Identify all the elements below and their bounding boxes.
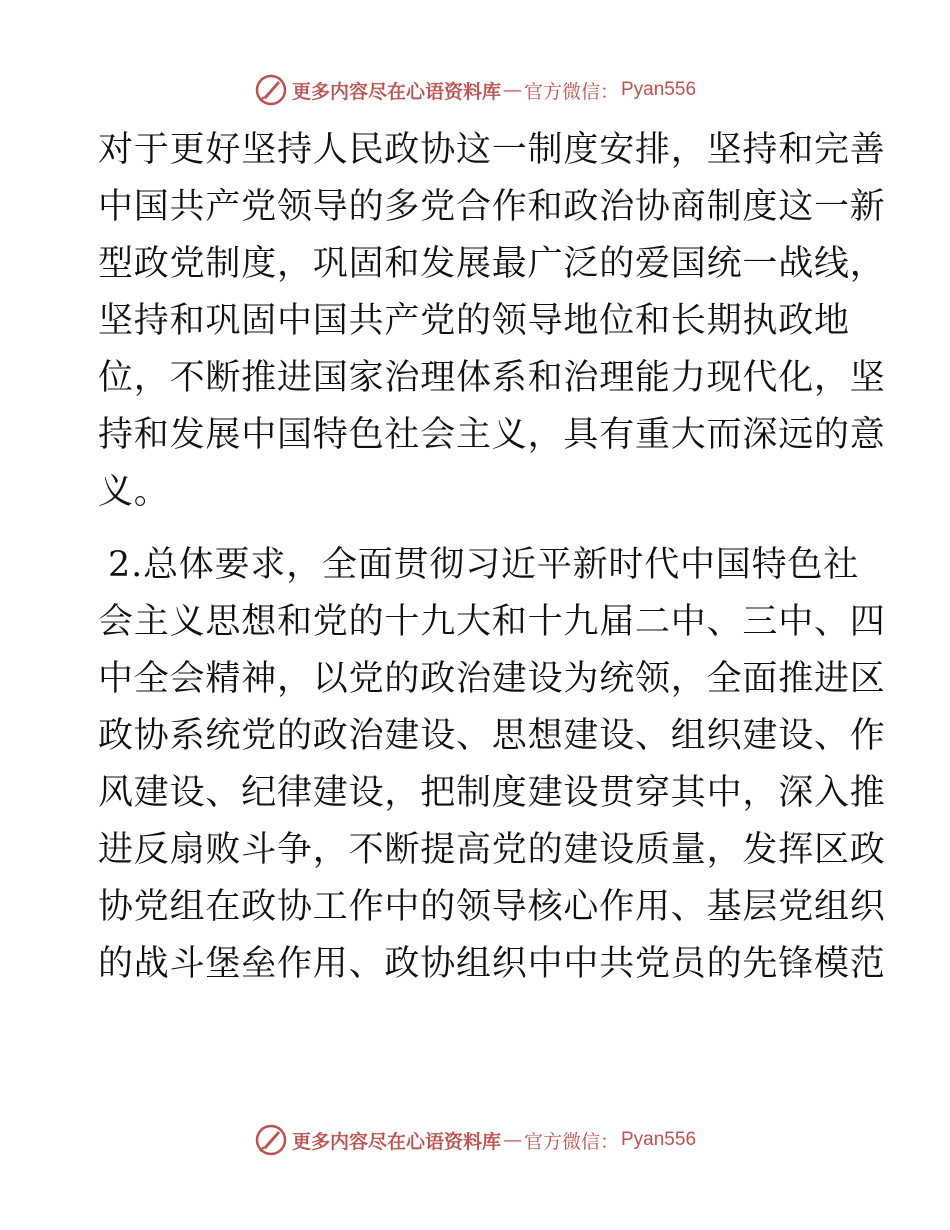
paragraph-spacer	[98, 521, 854, 537]
quill-logo-icon	[254, 73, 288, 107]
text-line: 进反扇败斗争，不断提高党的建设质量，发挥区政	[98, 830, 886, 870]
text-line: 持和发展中国特色社会主义，具有重大而深远的意	[98, 415, 886, 455]
text-line: 协党组在政协工作中的领导核心作用、基层党组织	[98, 887, 886, 927]
header-watermark	[0, 70, 950, 110]
text-line: 会主义思想和党的十九大和十九届二中、三中、四	[98, 602, 886, 642]
text-line: 中全会精神，以党的政治建设为统领，全面推进区	[98, 659, 886, 699]
text-line: 风建设、纪律建设，把制度建设贯穿其中，深入推	[98, 773, 886, 813]
text-line: 的战斗堡垒作用、政协组织中中共党员的先锋模范	[98, 944, 886, 984]
text-line: 对于更好坚持人民政协这一制度安排，坚持和完善	[98, 130, 886, 170]
text-line: 型政党制度，巩固和发展最广泛的爱国统一战线，	[98, 244, 886, 284]
text-line: 位，不断推进国家治理体系和治理能力现代化，坚	[98, 358, 886, 398]
watermark-main-text: 更多内容尽在心语资料库	[291, 1130, 501, 1153]
text-line: 政协系统党的政治建设、思想建设、组织建设、作	[98, 716, 886, 756]
text-line: 中国共产党领导的多党合作和政治协商制度这一新	[98, 187, 886, 227]
watermark-wechat-id: Pyan556	[621, 1129, 697, 1150]
paragraph-1	[98, 122, 886, 521]
text-line: 义。	[98, 472, 170, 512]
quill-logo-icon	[254, 1123, 288, 1157]
watermark-separator: —	[502, 1129, 522, 1151]
document-body	[98, 122, 886, 993]
text-line: 2.总体要求，全面贯彻习近平新时代中国特色社	[108, 545, 859, 585]
watermark-main-text: 更多内容尽在心语资料库	[291, 80, 501, 103]
watermark-label: 官方微信：	[523, 80, 619, 103]
watermark-label: 官方微信：	[523, 1130, 619, 1153]
paragraph-2	[98, 537, 886, 993]
watermark-wechat-id: Pyan556	[621, 79, 697, 100]
watermark-separator: —	[502, 79, 522, 101]
footer-watermark	[0, 1120, 950, 1160]
text-line: 坚持和巩固中国共产党的领导地位和长期执政地	[98, 301, 850, 341]
